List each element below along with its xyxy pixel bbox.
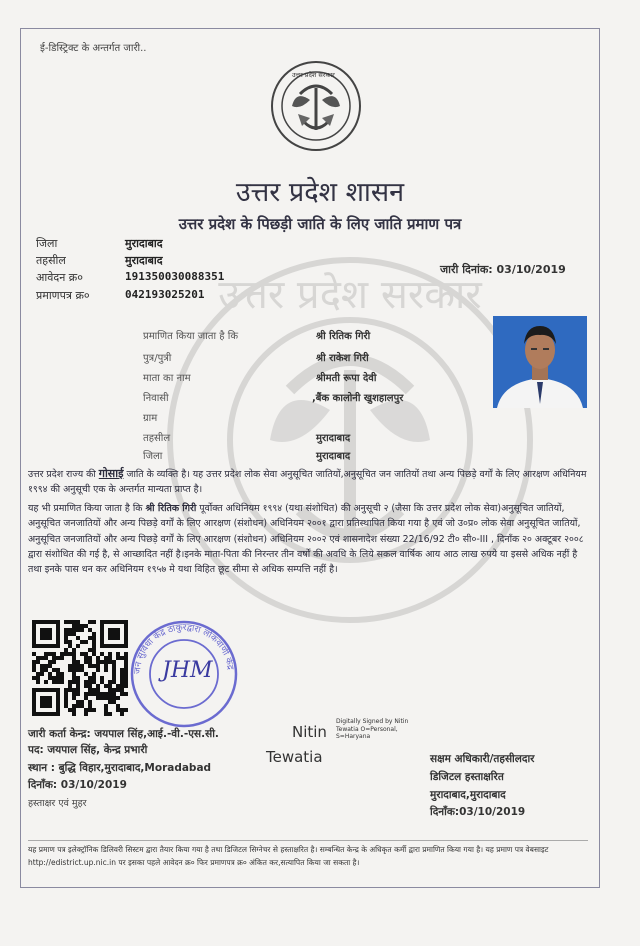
digital-signer-last: Tewatia — [266, 748, 323, 766]
certificate-title: उत्तर प्रदेश के पिछड़ी जाति के लिए जाति प्रमाण पत्र — [178, 215, 462, 233]
center-stamp — [128, 618, 240, 730]
digital-signed-label: डिजिटल हस्ताक्षरित — [430, 771, 504, 783]
issuer-post: पद: जयपाल सिंह, केन्द्र प्रभारी — [28, 744, 148, 756]
paragraph-person-name: श्री रितिक गिरी — [145, 503, 197, 514]
emblem-text: उत्तर प्रदेश सरकार — [292, 71, 335, 79]
officer-title: सक्षम अधिकारी/तहसीलदार — [430, 753, 535, 765]
certificate-value: 042193025201 — [125, 288, 205, 301]
up-emblem-icon — [270, 60, 362, 152]
issuer-center: जारी कर्ता केन्द्र: जयपाल सिंह,आई.-वी.-एस.सी. — [28, 728, 219, 740]
issuer-date: दिनाँक: 03/10/2019 — [28, 779, 127, 791]
application-value: 191350030088351 — [125, 270, 225, 283]
issue-date: जारी दिनांक: 03/10/2019 — [440, 263, 566, 276]
government-title: उत्तर प्रदेश शासन — [235, 177, 405, 208]
mother-name: श्रीमती रूपा देवी — [316, 373, 377, 384]
issuer-place: स्थान : बुद्धि विहार,मुरादाबाद,Moradabad — [28, 762, 212, 774]
person-name: श्री रितिक गिरी — [316, 331, 371, 342]
svg-text:उत्तर प्रदेश सरकार: उत्तर प्रदेश सरकार — [218, 272, 482, 318]
stamp-ring-text: जन सुविधा केंद्र ठाकुरद्वारा लोकवाणी केंद्र — [132, 622, 235, 675]
footer-divider — [28, 840, 588, 841]
stamp-signature: JHM — [162, 658, 213, 683]
mother-label: माता का नाम — [143, 373, 191, 384]
digital-signer-first: Nitin — [292, 723, 327, 741]
village-label: ग्राम — [143, 413, 158, 424]
father-name: श्री राकेश गिरी — [316, 353, 369, 364]
officer-place: मुरादाबाद,मुरादाबाद — [430, 789, 506, 801]
digital-signature-note: Digitally Signed by Nitin Tewatia O=Personal, S=Haryana — [336, 718, 409, 740]
applicant-photo — [493, 316, 587, 408]
top-note: ई-डिस्ट्रिक्ट के अन्तर्गत जारी.. — [40, 43, 147, 54]
tehsil-value: मुरादाबाद — [125, 254, 163, 267]
certify-label: प्रमाणित किया जाता है कि — [143, 331, 239, 342]
caste-name: गोसाई — [98, 467, 124, 480]
district-label: जिला — [36, 237, 58, 250]
district-value: मुरादाबाद — [125, 237, 163, 250]
person-tehsil-value: मुरादाबाद — [316, 433, 351, 444]
signature-seal-label: हस्ताक्षर एवं मुहर — [28, 798, 87, 809]
officer-date: दिनाँक:03/10/2019 — [430, 806, 526, 818]
father-label: पुत्र/पुत्री — [143, 353, 172, 364]
qr-code — [32, 620, 128, 716]
paragraph-caste: उत्तर प्रदेश राज्य की गोसाई जाति के व्यक्ति है। यह उत्तर प्रदेश लोक सेवा अनुसूचित जातियों,अनुसूचित जन जातियों तथा अन्य पिछड़े वर्गों के लिए आरक्षण अधिनियम १९९४ की अनुसूची एक के अन्तर्गत मान्यता प्राप्त है। — [28, 467, 587, 496]
footer-note: यह प्रमाण पत्र इलेक्ट्रॉनिक डिलिवरी सिस्टम द्वारा तैयार किया गया है तथा डिजिटल सिग्नेचर से हस्ताक्षरित है। सम्बन्धित केन्द्र के अधिकृत कर्मी द्वारा प्रमाणित किया गया है। यह प्रमाण पत्र वेबसाइट http://edistrict.up.nic.in पर इसका पहले आवेदन क्र० फिर प्रमाणपत्र क्र० अंकित कर,सत्यापित किया जा सकता है। — [28, 845, 549, 867]
resident-value: ,बैंक कालोनी खुशहालपुर — [312, 393, 404, 404]
tehsil-label: तहसील — [36, 254, 66, 267]
application-label: आवेदन क्र० — [36, 271, 83, 284]
certificate-label: प्रमाणपत्र क्र० — [36, 289, 90, 302]
paragraph-creamy-layer: यह भी प्रमाणित किया जाता है कि श्री रितिक गिरी पूर्वोक्त अधिनियम १९९४ (यथा संशोधित) की अनुसूची २ (जैसा कि उत्तर प्रदेश लोक सेवा)अनुसूचित जातियों, अनुसूचित जनजातियों और अन्य पिछड़े वर्गों के लिए आरक्षण (संशोधन) अधिनियम २००१ द्वारा प्रतिस्थापित किया गया है एवं जो उ०प्र० लोक सेवा अनुसूचित जातियों, अनुसूचित जनजातियों और अन्य पिछड़े वर्गों के लिए आरक्षण (संशोधन) अधिनियम २००२ एवं शासनादेश संख्या 22/16/92 टी० सी०-III , दिनाँक २० अक्टूबर २००८ द्वारा संशोधित की गई है, से आच्छादित नहीं है।इनके माता-पिता की निरन्तर तीन वर्षों की अवधि के लिये सकल वार्षिक आय आठ लाख रुपये या इससे अधिक नहीं है तथा इनके पास धन कर अधिनियम १९५७ मे यथा विहित छूट सीमा से अधिक सम्पत्ति नहीं है। — [28, 503, 584, 576]
person-district-label: जिला — [143, 451, 163, 462]
person-district-value: मुरादाबाद — [316, 451, 351, 462]
resident-label: निवासी — [143, 393, 169, 404]
person-tehsil-label: तहसील — [143, 433, 171, 444]
